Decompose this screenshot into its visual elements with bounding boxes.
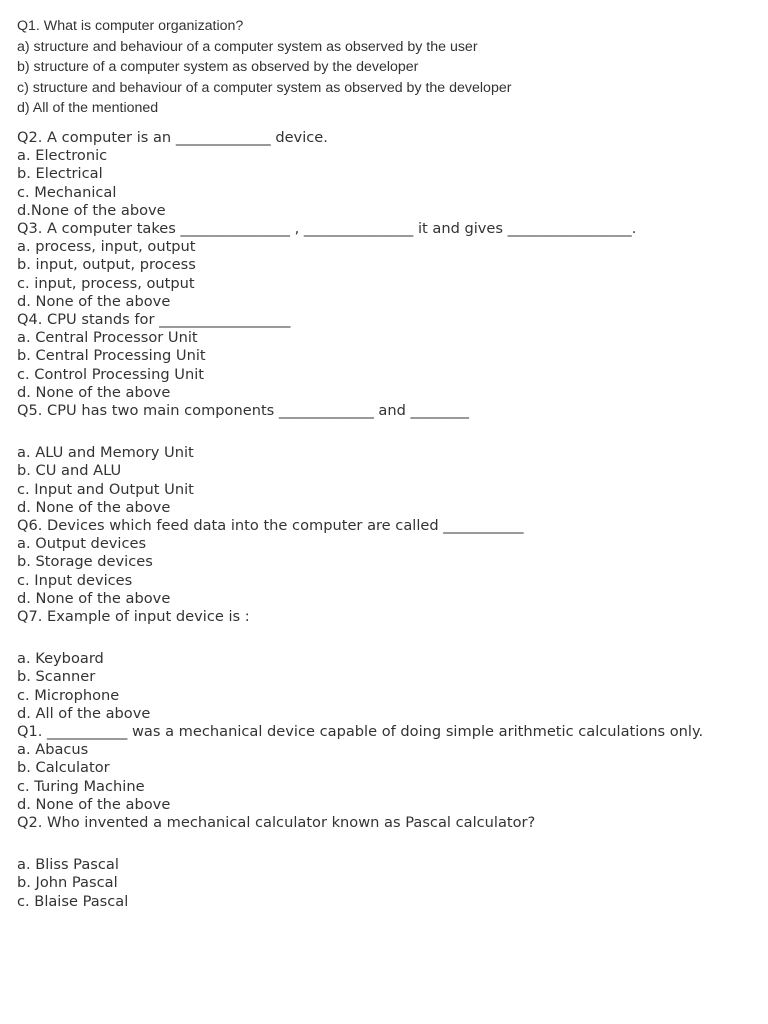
option-b: b. Central Processing Unit bbox=[17, 347, 206, 365]
question-text: Q4. CPU stands for __________________ bbox=[17, 311, 291, 328]
question-block-q4 bbox=[17, 311, 757, 402]
option-c: c. Blaise Pascal bbox=[17, 892, 129, 910]
option-a: a. Bliss Pascal bbox=[17, 856, 119, 874]
option-a: a. Electronic bbox=[17, 147, 108, 165]
question-text: Q1. What is computer organization? bbox=[17, 18, 244, 34]
question-text: Q3. A computer takes _______________ , _______________ it and gives _________________. bbox=[17, 219, 637, 237]
question-text: Q1. ___________ was a mechanical device capable of doing simple arithmetic calculations only. bbox=[17, 723, 704, 741]
option-d: d. All of the above bbox=[17, 704, 151, 722]
question-block-q8 bbox=[17, 723, 757, 814]
question-list bbox=[17, 129, 757, 911]
option-c: c. Microphone bbox=[17, 686, 120, 704]
option-a: a. Central Processor Unit bbox=[17, 329, 198, 347]
option-b: b. John Pascal bbox=[17, 874, 118, 892]
question-text: Q2. A computer is an _____________ device. bbox=[17, 128, 328, 146]
option-c: c. Mechanical bbox=[17, 183, 117, 201]
option-b: b. input, output, process bbox=[17, 256, 196, 274]
spacer bbox=[17, 832, 757, 856]
question-text: Q7. Example of input device is : bbox=[17, 608, 250, 626]
option-c: c. Control Processing Unit bbox=[17, 365, 204, 383]
option-a: a. ALU and Memory Unit bbox=[17, 444, 194, 462]
option-c: c. Turing Machine bbox=[17, 777, 145, 795]
question-block-q3 bbox=[17, 220, 757, 311]
option-b: b. CU and ALU bbox=[17, 462, 122, 480]
option-a: a. Abacus bbox=[17, 741, 89, 759]
spacer bbox=[17, 420, 757, 444]
option-c: c. input, process, output bbox=[17, 274, 195, 292]
option-d: d.None of the above bbox=[17, 201, 166, 219]
question-block-q7 bbox=[17, 608, 757, 723]
option-d: d. None of the above bbox=[17, 292, 171, 310]
question-text: Q5. CPU has two main components _____________ and ________ bbox=[17, 402, 469, 420]
question-text: Q6. Devices which feed data into the computer are called ___________ bbox=[17, 517, 524, 535]
option-b: b. Calculator bbox=[17, 759, 110, 777]
question-block-q1 bbox=[17, 16, 757, 119]
option-d: d) All of the mentioned bbox=[17, 100, 159, 117]
option-b: b) structure of a computer system as observed by the developer bbox=[17, 59, 419, 76]
spacer bbox=[17, 626, 757, 650]
option-b: b. Storage devices bbox=[17, 553, 153, 571]
question-block-q9 bbox=[17, 814, 757, 911]
option-d: d. None of the above bbox=[17, 589, 171, 607]
document-page bbox=[17, 16, 757, 911]
option-d: d. None of the above bbox=[17, 383, 171, 401]
option-c: c. Input and Output Unit bbox=[17, 480, 194, 498]
option-c: c. Input devices bbox=[17, 571, 133, 589]
question-block-q5 bbox=[17, 402, 757, 517]
option-d: d. None of the above bbox=[17, 795, 171, 813]
option-d: d. None of the above bbox=[17, 498, 171, 516]
option-b: b. Electrical bbox=[17, 165, 103, 183]
option-c: c) structure and behaviour of a computer system as observed by the developer bbox=[17, 79, 512, 96]
option-b: b. Scanner bbox=[17, 668, 96, 686]
question-block-q2 bbox=[17, 129, 757, 220]
option-a: a. process, input, output bbox=[17, 238, 196, 256]
option-a: a) structure and behaviour of a computer system as observed by the user bbox=[17, 38, 478, 55]
option-a: a. Output devices bbox=[17, 535, 147, 553]
question-block-q6 bbox=[17, 517, 757, 608]
question-text: Q2. Who invented a mechanical calculator known as Pascal calculator? bbox=[17, 814, 536, 832]
option-a: a. Keyboard bbox=[17, 650, 104, 668]
